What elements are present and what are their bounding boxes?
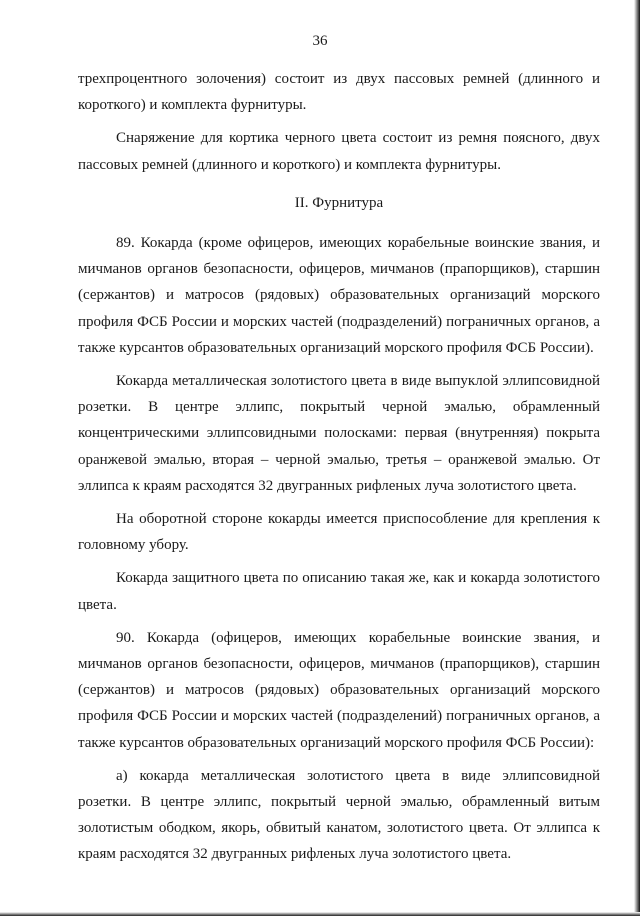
page-number: 36	[312, 33, 328, 49]
scan-bottom-edge	[0, 912, 640, 916]
scan-edge-shadow	[634, 0, 640, 916]
paragraph-cockade-description: Кокарда металлическая золотистого цвета в виде выпуклой эллипсовидной розетки. В центре эллипс, покрытый черной эмалью, обрамленный концентрическими эллипсовидными полосками: первая (внутренняя) покрыта оранжевой эмалью, вторая – черной эмалью, третья – оранжевой эмалью. От эллипса к краям расходятся 32 двугранных рифленых луча золотистого цвета.	[78, 373, 600, 494]
paragraph-continuation: трехпроцентного золочения) состоит из двух пассовых ремней (длинного и короткого) и комплекта фурнитуры.	[78, 71, 600, 114]
paragraph-item-90a: а) кокарда металлическая золотистого цвета в виде эллипсовидной розетки. В центре эллипс, покрытый черной эмалью, обрамленный витым золотистым ободком, якорь, обвитый канатом, золотистого цвета. От эллипса к краям расходятся 32 двугранных рифленых луча золотистого цвета.	[78, 767, 600, 863]
paragraph-cockade-protective: Кокарда защитного цвета по описанию такая же, как и кокарда золотистого цвета.	[78, 570, 600, 613]
paragraph-cockade-reverse: На оборотной стороне кокарды имеется приспособление для крепления к головному убору.	[78, 511, 600, 554]
section-heading: II. Фурнитура	[294, 194, 384, 211]
paragraph-dirk-equipment: Снаряжение для кортика черного цвета состоит из ремня поясного, двух пассовых ремней (длинного и короткого) и комплекта фурнитуры.	[78, 130, 600, 173]
paragraph-item-89: 89. Кокарда (кроме офицеров, имеющих корабельные воинские звания, и мичманов органов безопасности, офицеров, мичманов (прапорщиков), старшин (сержантов) и матросов (рядовых) образовательных организаций морского профиля ФСБ России и морских частей (подразделений) пограничных органов, а также курсантов образовательных организаций морского профиля ФСБ России).	[78, 235, 600, 356]
paragraph-item-90: 90. Кокарда (офицеров, имеющих корабельные воинские звания, и мичманов органов безопасности, офицеров, мичманов (прапорщиков), старшин (сержантов) и матросов (рядовых) образовательных организаций морского профиля ФСБ России и морских частей (подразделений) пограничных органов, а также курсантов образовательных организаций морского профиля ФСБ России):	[78, 629, 600, 751]
document-body	[78, 66, 600, 868]
